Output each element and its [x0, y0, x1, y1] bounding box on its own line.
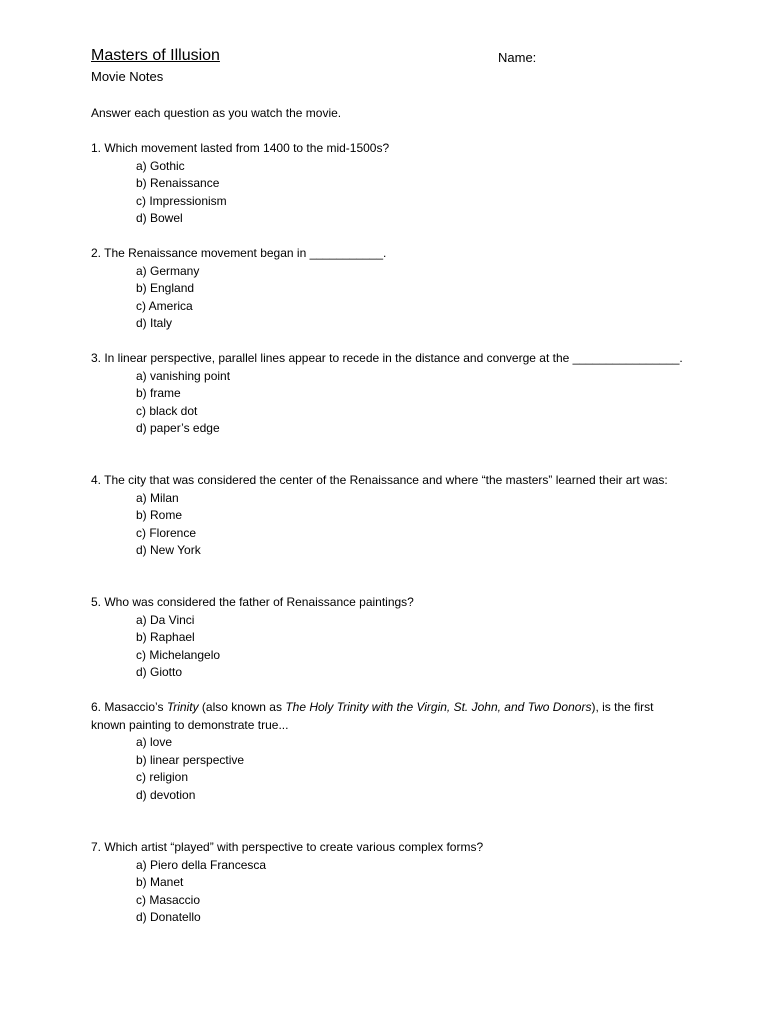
name-label: Name: [498, 50, 537, 65]
option-d: d) Donatello [136, 910, 201, 924]
stem-text: (also known as [198, 700, 286, 714]
question-2 [91, 245, 691, 333]
option-a: a) Milan [136, 490, 179, 505]
option-b: b) Renaissance [136, 176, 220, 190]
question-1 [91, 140, 691, 228]
question-stem: 3. In linear perspective, parallel lines appear to recede in the distance and converge at the ________________. [91, 351, 683, 365]
option-c: c) Masaccio [136, 892, 201, 907]
question-3 [91, 350, 691, 438]
option-c: c) black dot [136, 403, 198, 418]
question-stem: 2. The Renaissance movement began in ___________. [91, 246, 387, 260]
option-a: a) Da Vinci [136, 612, 195, 627]
option-a: a) Gothic [136, 158, 185, 173]
question-stem: 5. Who was considered the father of Renaissance paintings? [91, 595, 414, 609]
option-list [91, 158, 691, 228]
question-7 [91, 839, 691, 927]
option-list [91, 857, 691, 927]
option-c: c) religion [136, 770, 189, 784]
stem-text: ), is the first known painting to demonstrate true... [91, 700, 654, 732]
option-c: c) Impressionism [136, 193, 227, 208]
question-stem [91, 699, 691, 734]
question-4 [91, 472, 691, 560]
option-b: b) Rome [136, 508, 183, 522]
worksheet-title: Masters of Illusion [91, 47, 220, 64]
stem-text: 6. Masaccio’s [91, 700, 167, 714]
instructions: Answer each question as you watch the movie. [91, 106, 342, 120]
option-list [91, 612, 691, 682]
option-list [91, 734, 691, 804]
option-d: d) New York [136, 543, 201, 557]
option-a: a) love [136, 735, 173, 749]
question-5 [91, 594, 691, 682]
painting-full-title: The Holy Trinity with the Virgin, St. John, and Two Donors [285, 700, 592, 714]
option-a: a) Germany [136, 263, 200, 278]
option-d: d) Giotto [136, 665, 183, 679]
option-d: d) paper’s edge [136, 421, 220, 435]
option-b: b) frame [136, 386, 181, 400]
option-c: c) Florence [136, 525, 197, 540]
option-b: b) England [136, 281, 195, 295]
question-stem: 7. Which artist “played” with perspective to create various complex forms? [91, 840, 484, 854]
question-stem: 1. Which movement lasted from 1400 to the mid-1500s? [91, 141, 390, 155]
painting-title: Trinity [166, 700, 199, 714]
option-list [91, 490, 691, 560]
option-list [91, 368, 691, 438]
option-list [91, 263, 691, 333]
option-b: b) linear perspective [136, 752, 245, 767]
option-d: d) devotion [136, 787, 196, 802]
option-c: c) Michelangelo [136, 647, 221, 662]
question-6 [91, 699, 691, 804]
option-d: d) Italy [136, 316, 173, 330]
option-b: b) Raphael [136, 630, 195, 644]
option-a: a) vanishing point [136, 368, 231, 383]
option-b: b) Manet [136, 875, 184, 889]
option-d: d) Bowel [136, 211, 183, 225]
worksheet-subtitle: Movie Notes [91, 69, 164, 84]
question-stem: 4. The city that was considered the center of the Renaissance and where “the masters” learned their art was: [91, 473, 668, 487]
option-a: a) Piero della Francesca [136, 857, 267, 872]
option-c: c) America [136, 298, 193, 313]
